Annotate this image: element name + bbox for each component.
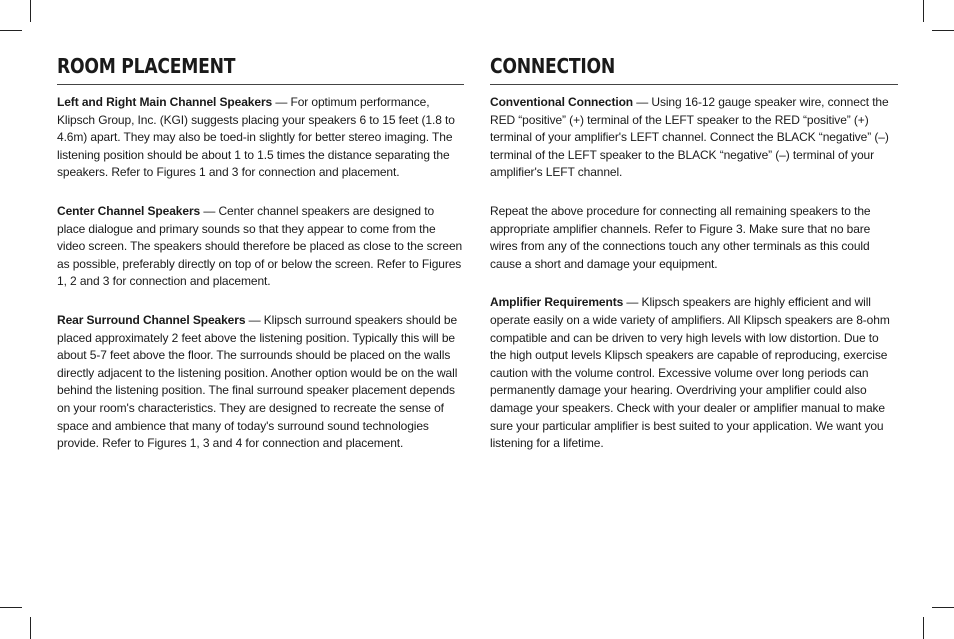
crop-mark xyxy=(0,30,22,31)
paragraph-text: — Center channel speakers are designed to place dialogue and primary sounds so that they appear to come from the video screen. The speakers should therefore be placed as close to the screen as possible, preferably directly on top of or below the screen. Refer to Figures 1, 2 and 3 for connection and placement. xyxy=(57,203,463,289)
crop-mark xyxy=(923,0,924,22)
repeat-procedure-paragraph xyxy=(490,203,898,273)
paragraph-lead: Amplifier Requirements xyxy=(490,295,624,310)
room-placement-heading: ROOM PLACEMENT xyxy=(57,54,236,78)
connection-section xyxy=(490,52,898,474)
crop-mark xyxy=(932,607,954,608)
paragraph-text: — Klipsch surround speakers should be placed approximately 2 feet above the listening position. Typically this will be about 5-7 feet above the floor. The surrounds should be placed on the walls directly adjacent to the listening position. Another option would be on the wall behind the listening position. The final surround speaker placement depends on your room's characteristics. They are designed to recreate the sense of space and ambience that many of today's surround sound technologies provide. Refer to Figures 1, 3 and 4 for connection and placement. xyxy=(57,312,458,451)
crop-mark xyxy=(30,617,31,639)
heading-rule xyxy=(57,84,464,85)
crop-mark xyxy=(932,30,954,31)
paragraph-lead: Rear Surround Channel Speakers xyxy=(57,312,246,327)
crop-mark xyxy=(923,617,924,639)
crop-mark xyxy=(0,607,22,608)
paragraph-text: — Using 16-12 gauge speaker wire, connect the RED “positive” (+) terminal of the LEFT speaker to the RED “positive” (+) terminal of your amplifier's LEFT channel. Connect the BLACK “negative” (–) terminal of the LEFT speaker to the BLACK “negative” (–) terminal of your amplifier's LEFT channel. xyxy=(490,95,889,180)
paragraph-lead: Conventional Connection xyxy=(490,95,634,109)
paragraph-lead: Center Channel Speakers xyxy=(57,203,201,218)
crop-mark xyxy=(30,0,31,22)
conventional-connection-paragraph xyxy=(490,94,898,182)
heading-rule xyxy=(490,84,898,85)
room-placement-section xyxy=(57,52,464,474)
amplifier-requirements-paragraph xyxy=(490,294,898,452)
connection-heading: CONNECTION xyxy=(490,54,615,78)
rear-surround-paragraph xyxy=(57,312,464,453)
center-channel-paragraph xyxy=(57,203,464,291)
paragraph-text: — Klipsch speakers are highly efficient and will operate easily on a wide variety of amplifiers. All Klipsch speakers are 8-ohm compatible and can be driven to very high levels with low distortion. Due to the high output levels Klipsch speakers are capable of reproducing, exercise caution with the volume control. Excessive volume over long periods can permanently damage your hearing. Overdriving your amplifier could also damage your speakers. Check with your dealer or amplifier manual to make sure your particular amplifier is best suited to your application. We want you listening for a lifetime. xyxy=(490,295,890,451)
main-channel-paragraph xyxy=(57,94,464,182)
paragraph-lead: Left and Right Main Channel Speakers xyxy=(57,95,273,109)
paragraph-text: Repeat the above procedure for connecting all remaining speakers to the appropriate amplifier channels. Refer to Figure 3. Make sure that no bare wires from any of the connections touch any other terminals as this could cause a short and damage your equipment. xyxy=(490,203,871,271)
paragraph-text: — For optimum performance, Klipsch Group, Inc. (KGI) suggests placing your speakers 6 to 15 feet (1.8 to 4.6m) apart. They may also be toed-in slightly for better stereo imaging. The listening position should be about 1 to 1.5 times the distance separating the speakers. Refer to Figures 1 and 3 for connection and placement. xyxy=(57,95,455,180)
